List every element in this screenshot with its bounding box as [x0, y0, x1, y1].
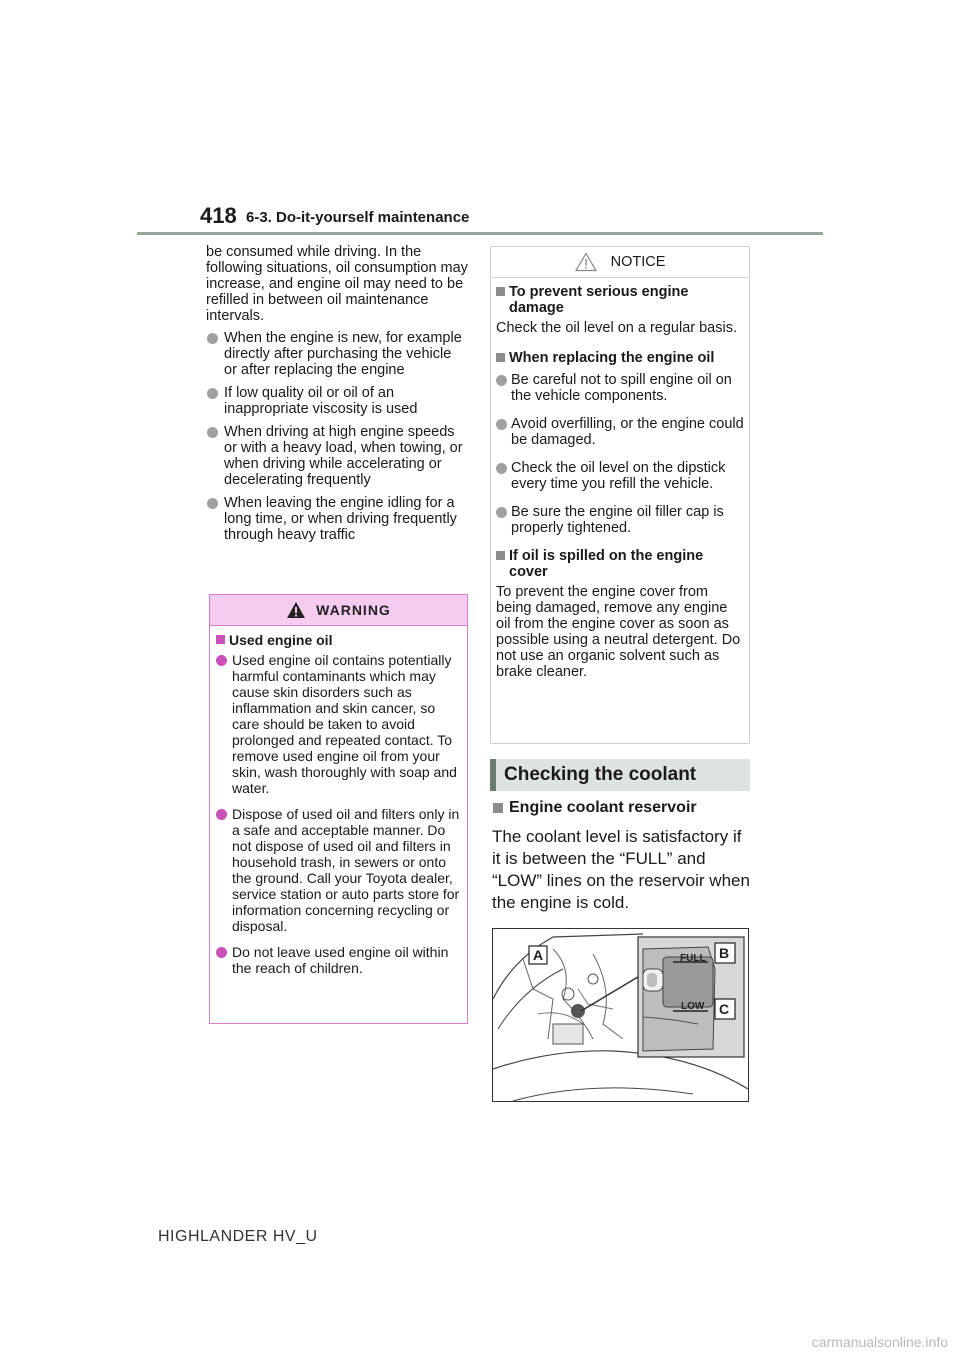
- warning-subheading: [216, 632, 461, 648]
- full-line-label: FULL: [680, 953, 706, 964]
- list-item: [216, 806, 461, 934]
- list-item-text: Do not leave used engine oil within the reach of children.: [232, 944, 449, 976]
- warning-icon: [286, 601, 306, 619]
- engine-bay-illustration: [493, 929, 748, 1101]
- bullet-icon: [216, 809, 227, 820]
- header-rule: [137, 232, 823, 235]
- bullet-icon: [207, 498, 218, 509]
- list-item-text: Check the oil level on the dipstick every time you refill the vehicle.: [511, 460, 726, 492]
- list-item-text: When leaving the engine idling for a long time, or when driving frequently through heavy traffic: [224, 495, 457, 543]
- bullet-icon: [207, 388, 218, 399]
- bullet-icon: [207, 427, 218, 438]
- callout-a: A: [533, 947, 544, 963]
- watermark: carmanualsonline.info: [811, 1334, 948, 1350]
- list-item-text: Be sure the engine oil filler cap is properly tightened.: [511, 504, 724, 536]
- notice-paragraph: To prevent the engine cover from being damaged, remove any engine oil from the engine cover as soon as possible using a neutral detergent. Do not use an organic solvent such as brake cleaner.: [496, 584, 741, 680]
- callout-b: B: [719, 945, 730, 961]
- bullet-icon: [216, 947, 227, 958]
- list-item: [496, 460, 744, 492]
- low-line-label: LOW: [681, 1001, 705, 1012]
- list-item-text: If low quality oil or oil of an inappropriate viscosity is used: [224, 385, 418, 417]
- list-item: [216, 944, 461, 976]
- notice-subheading: [496, 548, 744, 580]
- list-item-text: Dispose of used oil and filters only in a safe and acceptable manner. Do not dispose of used oil and filters in household trash, in sewers or onto the ground. Call your Toyota dealer, service station or auto parts store for information concerning recycling or disposal.: [232, 806, 460, 934]
- bullet-icon: [496, 375, 507, 386]
- list-item: [206, 495, 468, 543]
- list-item-text: Used engine oil contains potentially harmful contaminants which may cause skin disorders such as inflammation and skin cancer, so care should be taken to avoid prolonged and repeated contact. To remove used engine oil from your skin, wash thoroughly with soap and water.: [232, 652, 457, 796]
- notice-subheading-text: When replacing the engine oil: [509, 350, 715, 366]
- notice-subheading: [496, 284, 744, 316]
- notice-body: [491, 278, 749, 680]
- caution-triangle-icon: [575, 252, 597, 272]
- square-bullet-icon: [493, 803, 503, 813]
- warning-subheading-text: Used engine oil: [229, 632, 333, 648]
- square-bullet-icon: [496, 551, 505, 560]
- coolant-paragraph: The coolant level is satisfactory if it is between the “FULL” and “LOW” lines on the reservoir when the engine is cold.: [492, 827, 750, 912]
- list-item: [496, 416, 744, 448]
- bullet-icon: [207, 333, 218, 344]
- list-item: [206, 330, 468, 378]
- notice-subheading-text: If oil is spilled on the engine cover: [509, 548, 704, 580]
- subheading-text: Engine coolant reservoir: [509, 799, 697, 816]
- list-item-text: When the engine is new, for example directly after purchasing the vehicle or after replacing the engine: [224, 330, 462, 378]
- section-title: 6-3. Do-it-yourself maintenance: [246, 209, 470, 226]
- bullet-icon: [216, 655, 227, 666]
- list-item: [496, 372, 744, 404]
- square-bullet-icon: [496, 353, 505, 362]
- intro-paragraph: be consumed while driving. In the following situations, oil consumption may increase, and engine oil may need to be refilled in between oil maintenance intervals.: [206, 244, 468, 324]
- notice-box: [490, 246, 750, 744]
- warning-title: WARNING: [316, 602, 391, 618]
- warning-box: [209, 594, 468, 1024]
- warning-body: [210, 626, 467, 976]
- notice-title: NOTICE: [610, 254, 666, 270]
- coolant-reservoir-figure: [492, 928, 749, 1102]
- square-bullet-icon: [496, 287, 505, 296]
- notice-subheading-text: To prevent serious engine damage: [509, 284, 689, 316]
- square-bullet-icon: [216, 635, 225, 644]
- list-item: [496, 504, 744, 536]
- page-number: 418: [200, 203, 237, 228]
- notice-subheading: [496, 350, 744, 366]
- callout-c: C: [719, 1001, 730, 1017]
- list-item: [206, 424, 468, 488]
- bullet-icon: [496, 507, 507, 518]
- warning-header: [210, 595, 467, 626]
- footer-model: HIGHLANDER HV_U: [158, 1228, 318, 1245]
- list-item: [216, 652, 461, 796]
- list-item-text: When driving at high engine speeds or with a heavy load, when towing, or when driving while accelerating or decelerating frequently: [224, 424, 463, 488]
- list-item-text: Avoid overfilling, or the engine could be damaged.: [511, 416, 744, 448]
- bullet-icon: [496, 419, 507, 430]
- section-heading: Checking the coolant: [490, 759, 750, 791]
- list-item: [206, 385, 468, 417]
- bullet-icon: [496, 463, 507, 474]
- subheading: [493, 799, 697, 817]
- notice-paragraph: Check the oil level on a regular basis.: [496, 320, 737, 336]
- left-column: [206, 244, 468, 550]
- list-item-text: Be careful not to spill engine oil on the vehicle components.: [511, 372, 732, 404]
- notice-header: [491, 247, 749, 278]
